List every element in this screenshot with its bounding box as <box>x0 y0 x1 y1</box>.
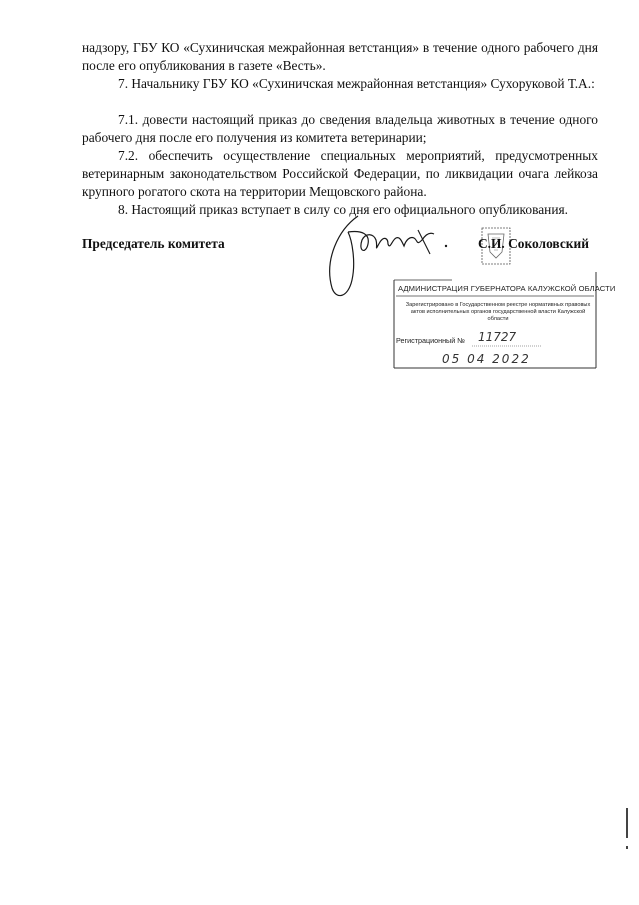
paragraph-item-7: 7. Начальнику ГБУ КО «Сухиничская межрайонная ветстанция» Сухоруковой Т.А.: <box>118 76 595 91</box>
paragraph-item-7-2: 7.2. обеспечить осуществление специальных мероприятий, предусмотренных ветеринарным законодательством Российской Федерации, по ликвидации очага лейкоза крупного рогатого скота на территории Мещовского района. <box>82 148 598 199</box>
paragraph-item-8: 8. Настоящий приказ вступает в силу со дня его официального опубликования. <box>118 202 568 217</box>
stamp-registration-number: 11727 <box>478 330 517 344</box>
stamp-header: АДМИНИСТРАЦИЯ ГУБЕРНАТОРА КАЛУЖСКОЙ ОБЛАСТИ <box>398 284 616 293</box>
paragraph-continuation: надзору, ГБУ КО «Сухиничская межрайонная ветстанция» в течение одного рабочего дня после его опубликования в газете «Весть». <box>82 40 598 73</box>
registration-stamp <box>392 272 616 368</box>
stamp-registration-text: Зарегистрировано в Государственном реестре нормативных правовых актов исполнительных органов государственной власти Калужской области <box>405 302 591 322</box>
scan-artifact <box>626 808 628 838</box>
scan-artifact <box>626 846 628 849</box>
signatory-name: С.И. Соколовский <box>478 236 589 251</box>
signatory-position: Председатель комитета <box>82 236 225 251</box>
stamp-registration-label: Регистрационный № <box>396 336 465 345</box>
paragraph-item-7-1: 7.1. довести настоящий приказ до сведения владельца животных в течение одного рабочего дня после его получения из комитета ветеринарии; <box>82 112 598 145</box>
stamp-registration-date: 05 04 2022 <box>442 352 531 366</box>
